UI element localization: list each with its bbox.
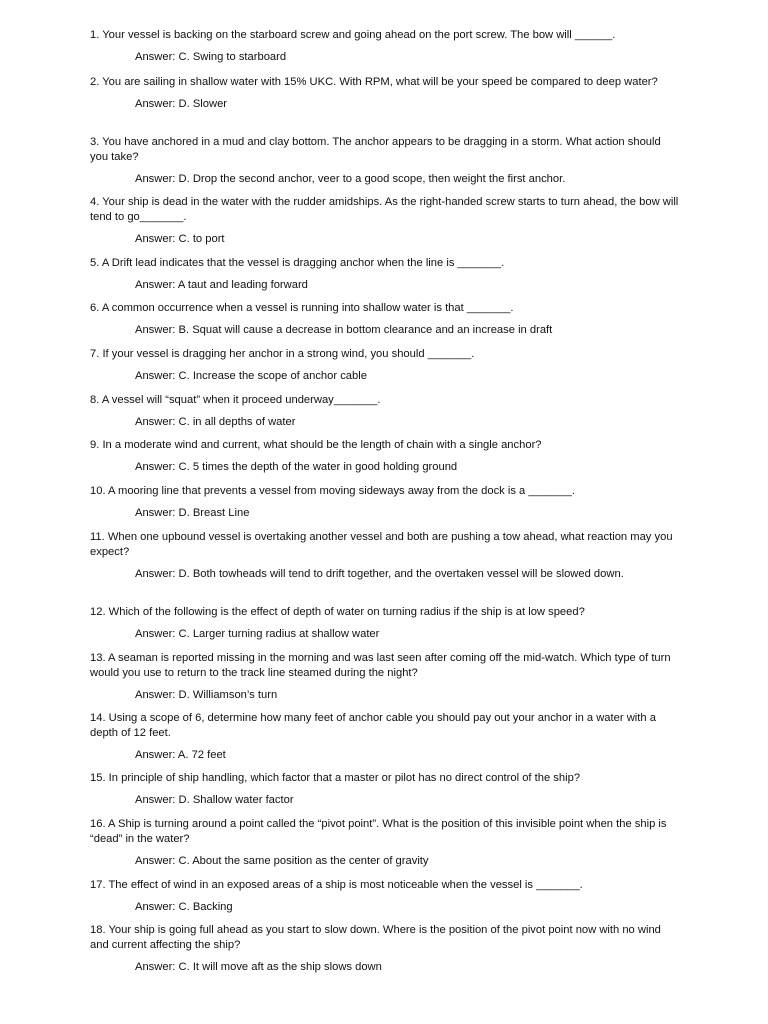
- qa-item-5: [90, 256, 680, 293]
- answer-text: Answer: C. It will move aft as the ship slows down: [135, 961, 382, 973]
- answer-text: Answer: C. to port: [135, 233, 225, 245]
- answer-text: Answer: C. About the same position as the center of gravity: [135, 855, 429, 867]
- answer-text: Answer: D. Shallow water factor: [135, 794, 294, 806]
- question-text: 15. In principle of ship handling, which factor that a master or pilot has no direct control of the ship?: [90, 772, 581, 784]
- question-text: 16. A Ship is turning around a point called the “pivot point”. What is the position of this invisible point when the ship is “dead” in the water?: [90, 818, 667, 845]
- answer-text: Answer: D. Both towheads will tend to drift together, and the overtaken vessel will be slowed down.: [135, 568, 624, 580]
- question-text: 4. Your ship is dead in the water with the rudder amidships. As the right-handed screw starts to turn ahead, the bow will tend to go_______.: [90, 196, 679, 223]
- question-text: 10. A mooring line that prevents a vessel from moving sideways away from the dock is a _______.: [90, 485, 576, 497]
- answer-text: Answer: D. Williamson’s turn: [135, 689, 278, 701]
- question-text: 7. If your vessel is dragging her anchor in a strong wind, you should _______.: [90, 348, 475, 360]
- qa-item-6: [90, 301, 680, 338]
- qa-item-12: [90, 605, 680, 642]
- qa-item-18: [90, 923, 680, 975]
- question-text: 11. When one upbound vessel is overtaking another vessel and both are pushing a tow ahead, what reaction may you expect?: [90, 531, 673, 558]
- question-text: 1. Your vessel is backing on the starboard screw and going ahead on the port screw. The bow will ______.: [90, 29, 616, 41]
- question-text: 2. You are sailing in shallow water with 15% UKC. With RPM, what will be your speed be compared to deep water?: [90, 76, 658, 88]
- question-text: 5. A Drift lead indicates that the vessel is dragging anchor when the line is _______.: [90, 257, 505, 269]
- qa-item-1: [90, 28, 680, 65]
- qa-item-14: [90, 711, 680, 763]
- qa-item-9: [90, 438, 680, 475]
- answer-text: Answer: D. Slower: [135, 98, 228, 110]
- question-text: 14. Using a scope of 6, determine how many feet of anchor cable you should pay out your anchor in a water with a depth of 12 feet.: [90, 712, 656, 739]
- answer-text: Answer: C. Swing to starboard: [135, 51, 287, 63]
- question-text: 3. You have anchored in a mud and clay bottom. The anchor appears to be dragging in a storm. What action should you take?: [90, 136, 661, 163]
- answer-text: Answer: A. 72 feet: [135, 749, 226, 761]
- question-text: 12. Which of the following is the effect of depth of water on turning radius if the ship is at low speed?: [90, 606, 585, 618]
- qa-item-15: [90, 771, 680, 808]
- qa-item-10: [90, 484, 680, 521]
- qa-item-13: [90, 651, 680, 703]
- answer-text: Answer: C. Larger turning radius at shallow water: [135, 628, 380, 640]
- qa-item-3: [90, 135, 680, 187]
- answer-text: Answer: C. in all depths of water: [135, 416, 296, 428]
- qa-item-16: [90, 817, 680, 869]
- answer-text: Answer: C. Increase the scope of anchor cable: [135, 370, 367, 382]
- answer-text: Answer: C. 5 times the depth of the water in good holding ground: [135, 461, 458, 473]
- question-text: 13. A seaman is reported missing in the morning and was last seen after coming off the mid-watch. Which type of turn would you use to return to the track line steamed during the night?: [90, 652, 671, 679]
- question-text: 18. Your ship is going full ahead as you start to slow down. Where is the position of the pivot point now with no wind and current affecting the ship?: [90, 924, 661, 951]
- question-text: 17. The effect of wind in an exposed areas of a ship is most noticeable when the vessel is _______.: [90, 879, 583, 891]
- qa-item-17: [90, 878, 680, 915]
- qa-item-8: [90, 393, 680, 430]
- qa-item-11: [90, 530, 680, 582]
- question-text: 9. In a moderate wind and current, what should be the length of chain with a single anchor?: [90, 439, 542, 451]
- answer-text: Answer: A taut and leading forward: [135, 279, 308, 291]
- qa-item-4: [90, 195, 680, 247]
- answer-text: Answer: B. Squat will cause a decrease in bottom clearance and an increase in draft: [135, 324, 553, 336]
- question-text: 8. A vessel will “squat” when it proceed underway_______.: [90, 394, 381, 406]
- answer-text: Answer: D. Drop the second anchor, veer to a good scope, then weight the first anchor.: [135, 173, 566, 185]
- question-text: 6. A common occurrence when a vessel is running into shallow water is that _______.: [90, 302, 514, 314]
- qa-item-7: [90, 347, 680, 384]
- answer-text: Answer: D. Breast Line: [135, 507, 250, 519]
- answer-text: Answer: C. Backing: [135, 901, 233, 913]
- qa-item-2: [90, 75, 680, 112]
